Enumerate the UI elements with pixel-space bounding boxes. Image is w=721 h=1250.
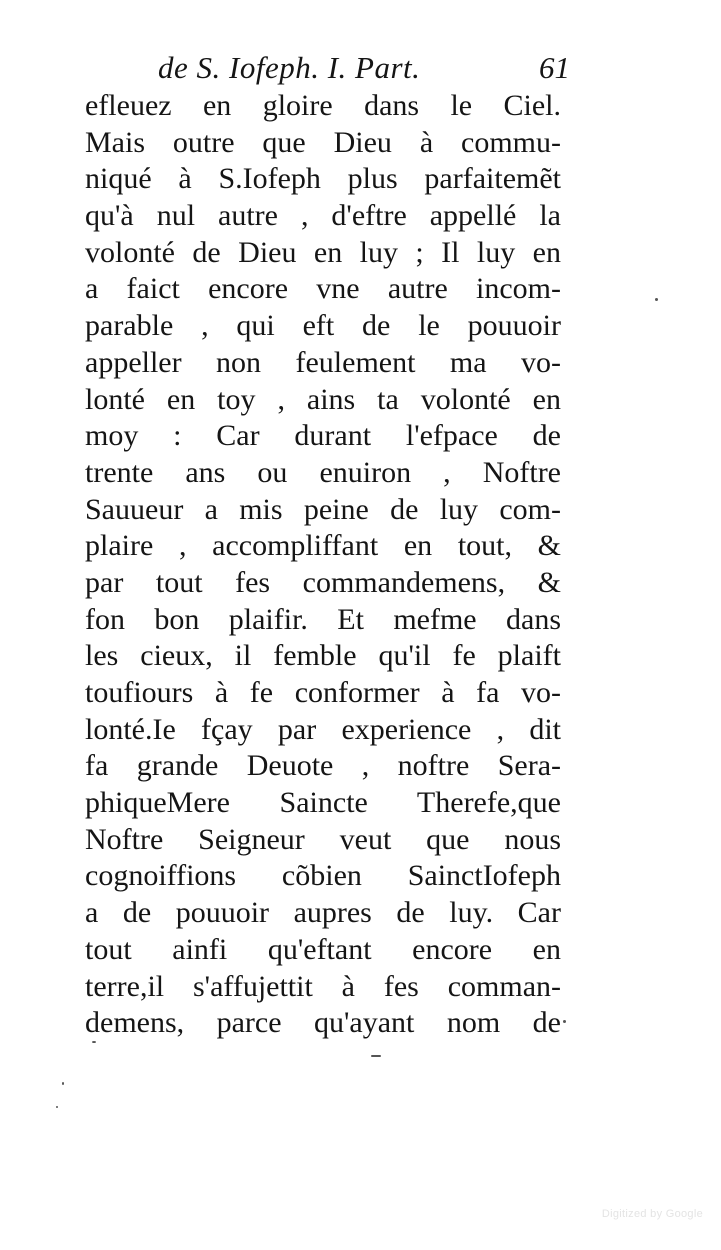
- digitization-watermark: Digitized by Google: [601, 1208, 703, 1220]
- text-line: cognoiffions cõbien SainctIofeph: [85, 859, 561, 893]
- text-line: Sauueur a mis peine de luy com-: [85, 492, 561, 526]
- text-line: fa grande Deuote , noftre Sera-: [85, 749, 561, 783]
- text-line: qu'à nul autre , d'eftre appellé la: [85, 199, 561, 233]
- text-line: trente ans ou enuiron , Noftre: [85, 455, 561, 489]
- running-head: [158, 48, 570, 88]
- text-line: fon bon plaifir. Et mefme dans: [85, 602, 561, 636]
- text-line: moy : Car durant l'efpace de: [85, 419, 561, 453]
- text-line: a de pouuoir aupres de luy. Car: [85, 896, 561, 930]
- text-line: phiqueMere Saincte Therefe,que: [85, 786, 561, 820]
- text-line: efleuez en gloire dans le Ciel.: [85, 89, 561, 122]
- text-line: par tout fes commandemens, &: [85, 565, 561, 599]
- text-line: Noftre Seigneur veut que nous: [85, 822, 561, 856]
- text-line: appeller non feulement ma vo-: [85, 345, 561, 379]
- text-line: terre,il s'affujettit à fes comman-: [85, 969, 561, 1003]
- text-line: demens, parce qu'ayant nom de: [85, 1006, 561, 1040]
- text-line: Mais outre que Dieu à commu-: [85, 125, 561, 159]
- text-line: plaire , accompliffant en tout, &: [85, 529, 561, 563]
- text-line: volonté de Dieu en luy ; Il luy en: [85, 235, 561, 269]
- text-line: lonté.Ie fçay par experience , dit: [85, 712, 561, 746]
- body-text: [85, 88, 561, 1042]
- text-line: toufiours à fe conformer à fa vo-: [85, 676, 561, 709]
- text-line: tout ainfi qu'eftant encore en: [85, 932, 561, 966]
- text-line: parable , qui eft de le pouuoir: [85, 309, 561, 343]
- text-line: les cieux, il femble qu'il fe plaift: [85, 639, 561, 673]
- page-number: 61: [539, 50, 570, 85]
- text-line: lonté en toy , ains ta volonté en: [85, 382, 561, 416]
- running-title: de S. Iofeph. I. Part.: [158, 50, 421, 85]
- text-line: niqué à S.Iofeph plus parfaitemẽt: [85, 162, 561, 196]
- text-line: a faict encore vne autre incom-: [85, 272, 561, 306]
